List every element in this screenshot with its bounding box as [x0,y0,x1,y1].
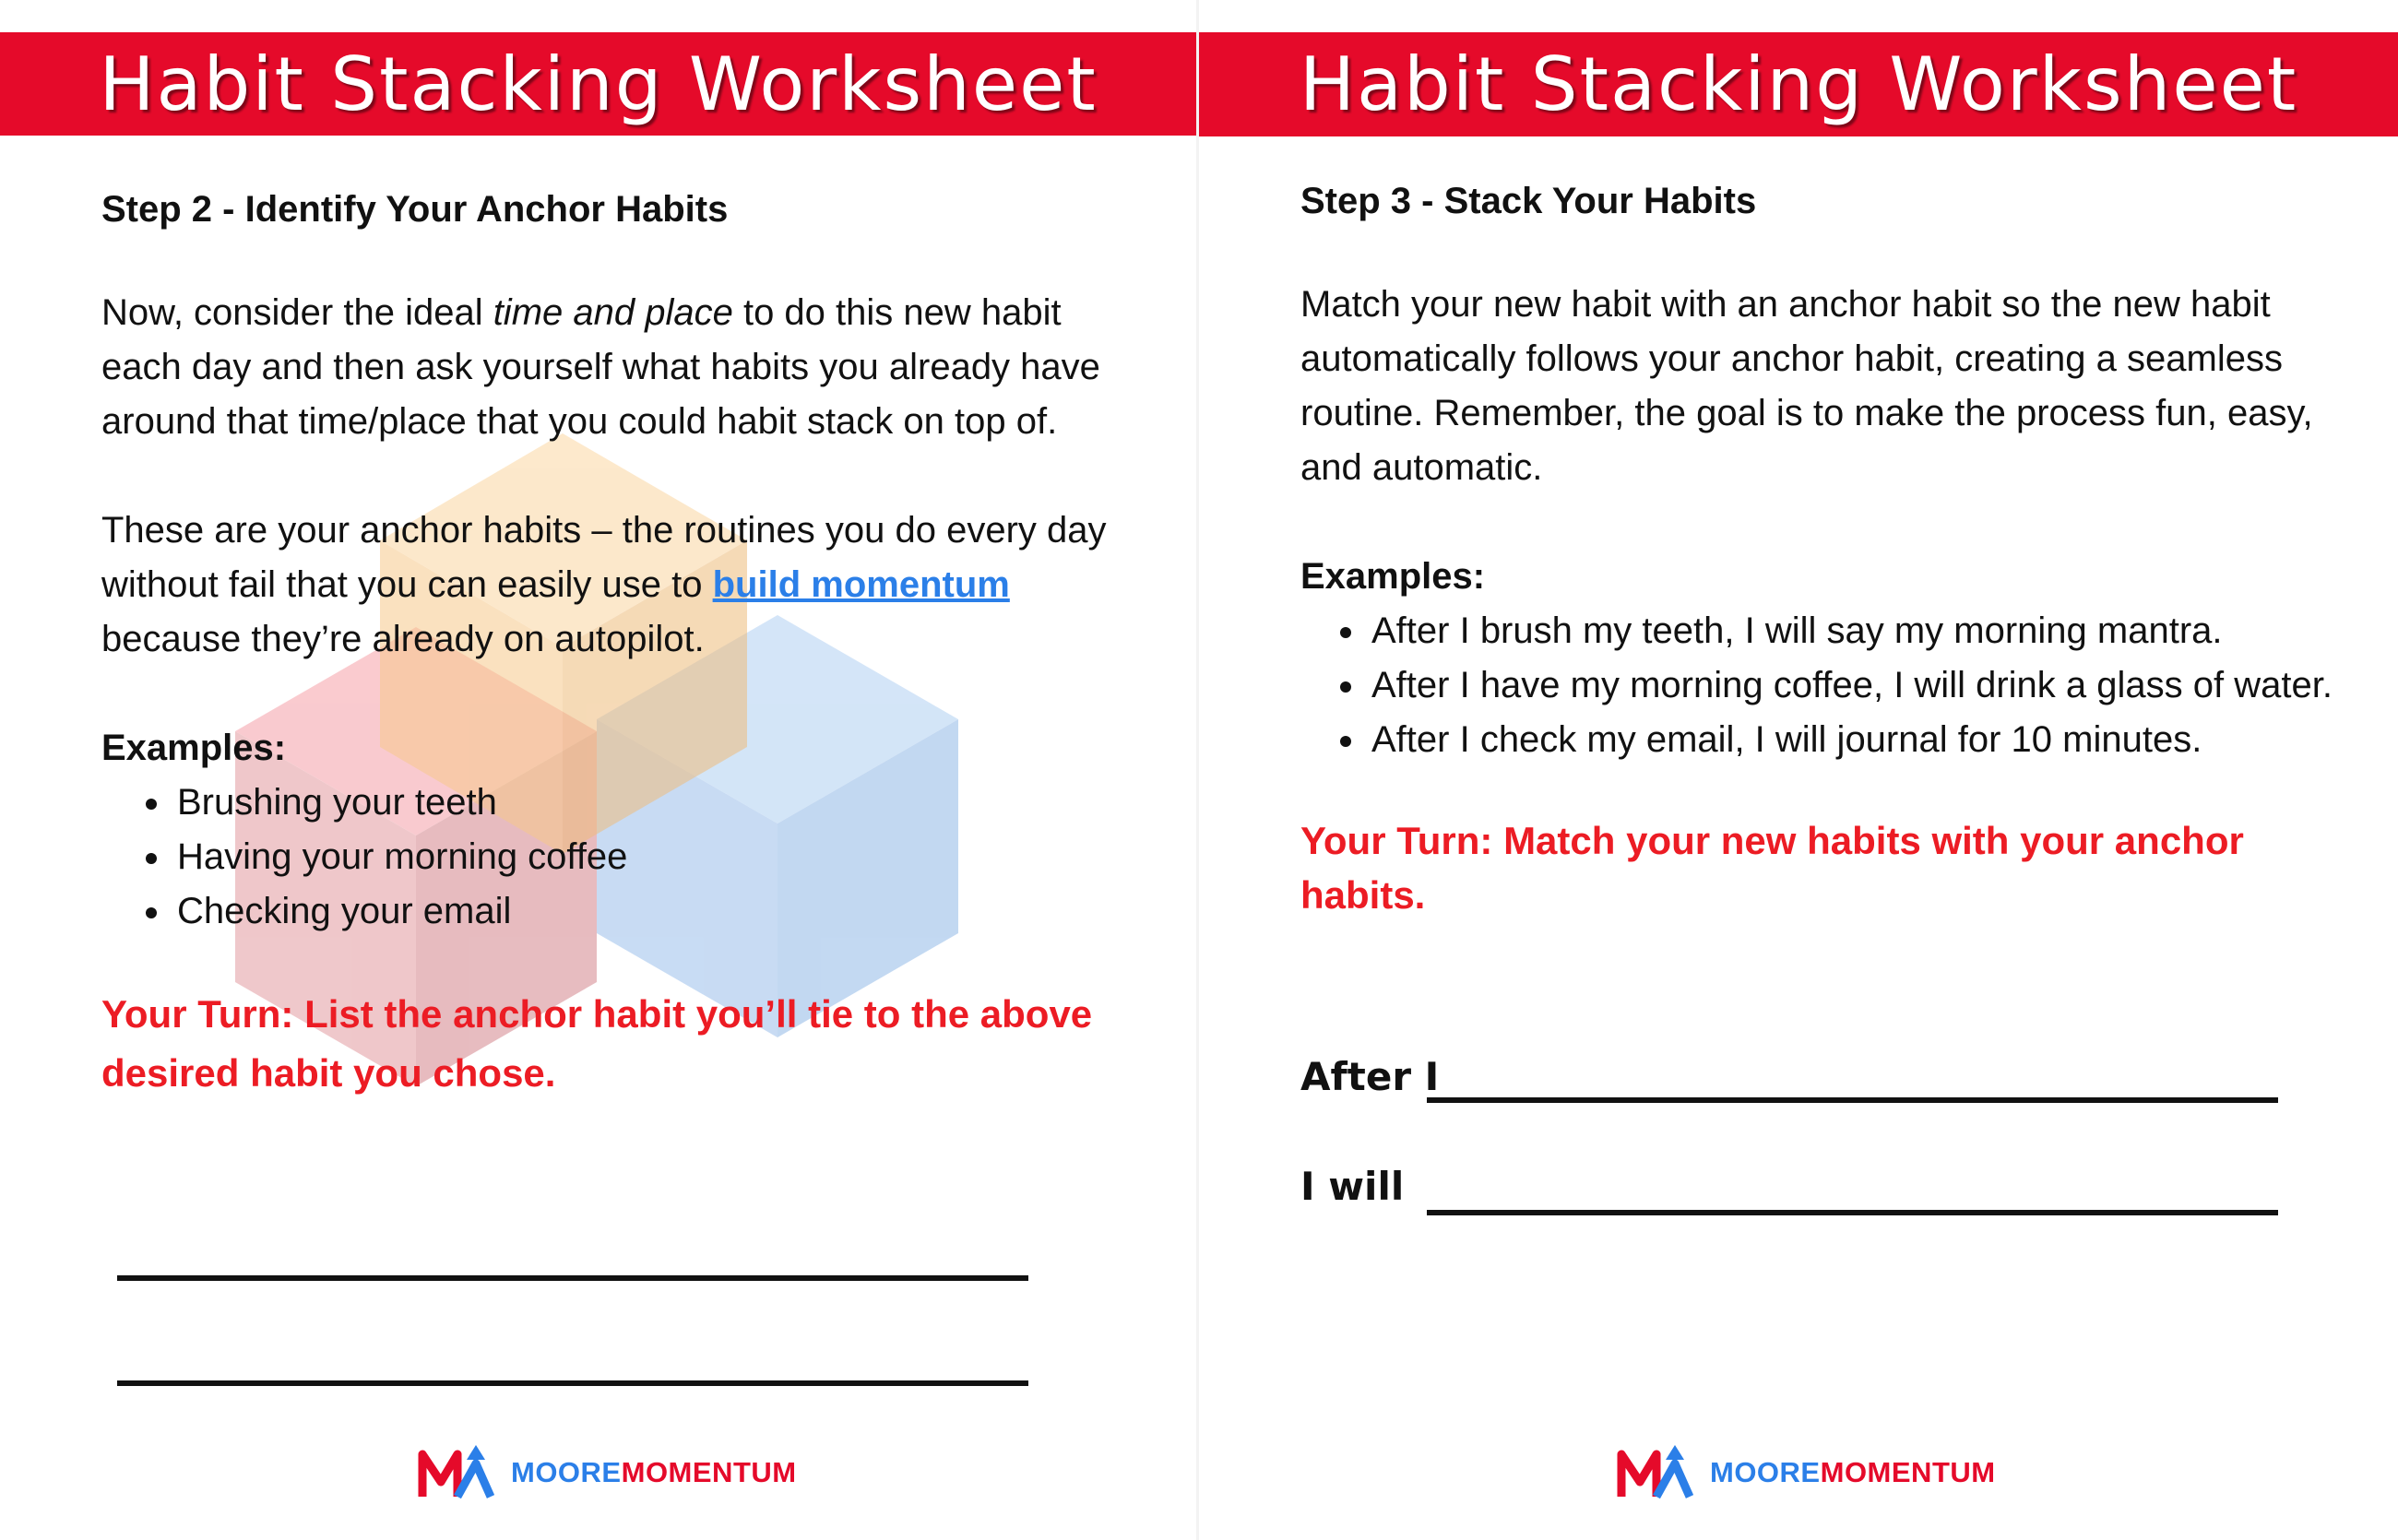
your-turn-callout: Your Turn: List the anchor habit you’ll tie to the above desired habit you chose. [101,992,1093,1095]
after-i-answer-line[interactable] [1427,1097,2278,1103]
examples-heading: Examples: [101,728,287,768]
list-item: • After I brush my teeth, I will say my morning mantra. [1368,604,2343,658]
list-item: • Having your morning coffee [173,830,1132,884]
moore-momentum-logo [417,1443,797,1502]
logo-wordmark-part: MOORE [1710,1456,1821,1488]
moore-momentum-logo [1616,1443,1996,1502]
list-item: • After I have my morning coffee, I will drink a glass of water. [1368,658,2343,713]
logo-wordmark-part: MOORE [511,1456,622,1488]
answer-line-1[interactable] [117,1275,1028,1281]
examples-list [1300,604,2343,767]
logo-wordmark-part: MOMENTUM [1820,1456,1996,1488]
title-banner [1199,32,2398,136]
worksheet-page-step-2 [0,0,1196,1540]
logo-wordmark [1710,1456,1996,1489]
logo-wordmark [511,1456,797,1489]
list-item: • Checking your email [173,884,1132,939]
i-will-label: I will [1300,1164,1405,1209]
step-heading: Step 3 - Stack Your Habits [1300,181,1757,221]
paragraph-text: because they’re already on autopilot. [101,619,705,659]
step-3-section [1300,181,2343,922]
after-i-label: After I [1300,1054,1440,1099]
page-title: Habit Stacking Worksheet [99,41,1098,127]
build-momentum-link[interactable]: build momentum [712,564,1010,605]
page-title: Habit Stacking Worksheet [1299,41,2298,127]
answer-line-2[interactable] [117,1380,1028,1386]
moore-momentum-logo-icon [1616,1443,1697,1502]
list-item: • After I check my email, I will journal for 10 minutes. [1368,713,2343,767]
i-will-answer-line[interactable] [1427,1210,2278,1215]
paragraph-italic-text: time and place [493,292,733,333]
examples-list [101,776,1132,939]
list-item: • Brushing your teeth [173,776,1132,830]
step-2-section [101,189,1132,1103]
your-turn-callout: Your Turn: Match your new habits with your anchor habits. [1300,819,2244,917]
logo-wordmark-part: MOMENTUM [621,1456,797,1488]
intro-paragraph: Match your new habit with an anchor habit so the new habit automatically follows your anchor habit, creating a seamless routine. Remember, the goal is to make the process fun, easy, and automatic. [1300,284,2313,488]
worksheet-page-step-3 [1199,0,2398,1540]
moore-momentum-logo-icon [417,1443,498,1502]
paragraph-text: Now, consider the ideal [101,292,493,333]
step-heading: Step 2 - Identify Your Anchor Habits [101,189,729,230]
paragraph-text: to do this new habit each day and then ask yourself what habits you already have around that time/place that you could habit stack on top of. [101,292,1100,442]
anchor-habits-paragraph [101,503,1132,667]
title-banner [0,32,1196,136]
paragraph-text: These are your anchor habits – the routines you do every day without fail that you can easily use to [101,510,1107,605]
examples-heading: Examples: [1300,556,1486,597]
intro-paragraph [101,286,1132,449]
